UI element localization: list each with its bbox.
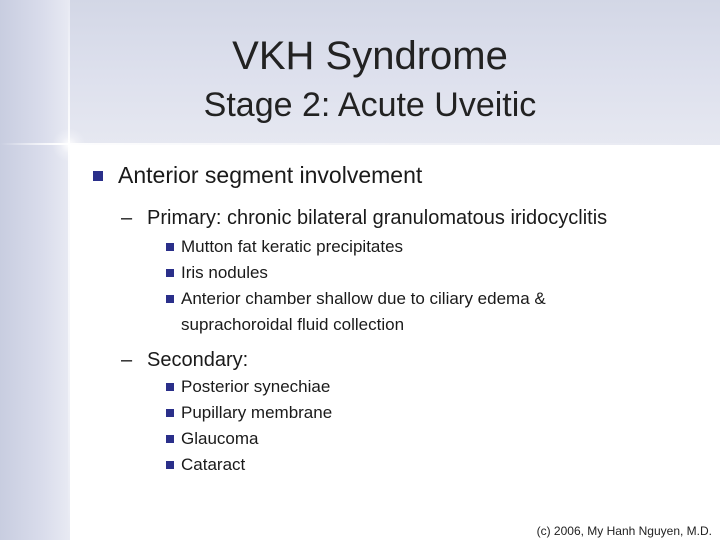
square-bullet-icon — [166, 409, 174, 417]
list-item-text: Iris nodules — [181, 263, 268, 282]
square-bullet-icon — [166, 269, 174, 277]
square-bullet-icon — [166, 243, 174, 251]
slide-subtitle: Stage 2: Acute Uveitic — [203, 86, 537, 124]
square-bullet-icon — [166, 461, 174, 469]
list-item-text: Mutton fat keratic precipitates — [181, 237, 404, 256]
decorative-vertical-line — [68, 0, 70, 540]
list-item — [90, 234, 700, 260]
primary-text: Primary: chronic bilateral granulomatous iridocyclitis — [147, 207, 608, 229]
list-item-text: Posterior synechiae — [181, 377, 331, 396]
primary-list — [90, 234, 700, 338]
list-item — [90, 286, 700, 338]
square-bullet-icon — [166, 383, 174, 391]
secondary-subheading — [90, 348, 700, 372]
list-item — [90, 400, 700, 426]
primary-subheading — [90, 206, 700, 230]
dash-bullet: – — [121, 349, 133, 371]
copyright-footer: (c) 2006, My Hanh Nguyen, M.D. — [536, 524, 712, 538]
list-item — [90, 374, 700, 400]
list-item-text: Glaucoma — [181, 429, 259, 448]
list-item-text: Cataract — [181, 455, 246, 474]
list-item-text: Pupillary membrane — [181, 403, 333, 422]
main-bullet-text: Anterior segment involvement — [118, 162, 423, 188]
square-bullet-icon — [166, 435, 174, 443]
decorative-sparkle — [52, 128, 86, 162]
slide-title: VKH Syndrome — [232, 34, 508, 78]
secondary-list — [90, 374, 700, 478]
square-bullet-icon — [93, 171, 103, 181]
list-item — [90, 260, 700, 286]
dash-bullet: – — [121, 207, 133, 229]
list-item — [90, 426, 700, 452]
list-item — [90, 452, 700, 478]
square-bullet-icon — [166, 295, 174, 303]
slide-body — [90, 158, 700, 478]
main-bullet — [90, 158, 700, 192]
left-band — [0, 0, 70, 540]
secondary-text: Secondary: — [147, 349, 249, 371]
decorative-horizontal-line — [0, 143, 720, 145]
list-item-text: Anterior chamber shallow due to ciliary edema & suprachoroidal fluid collection — [181, 289, 546, 334]
